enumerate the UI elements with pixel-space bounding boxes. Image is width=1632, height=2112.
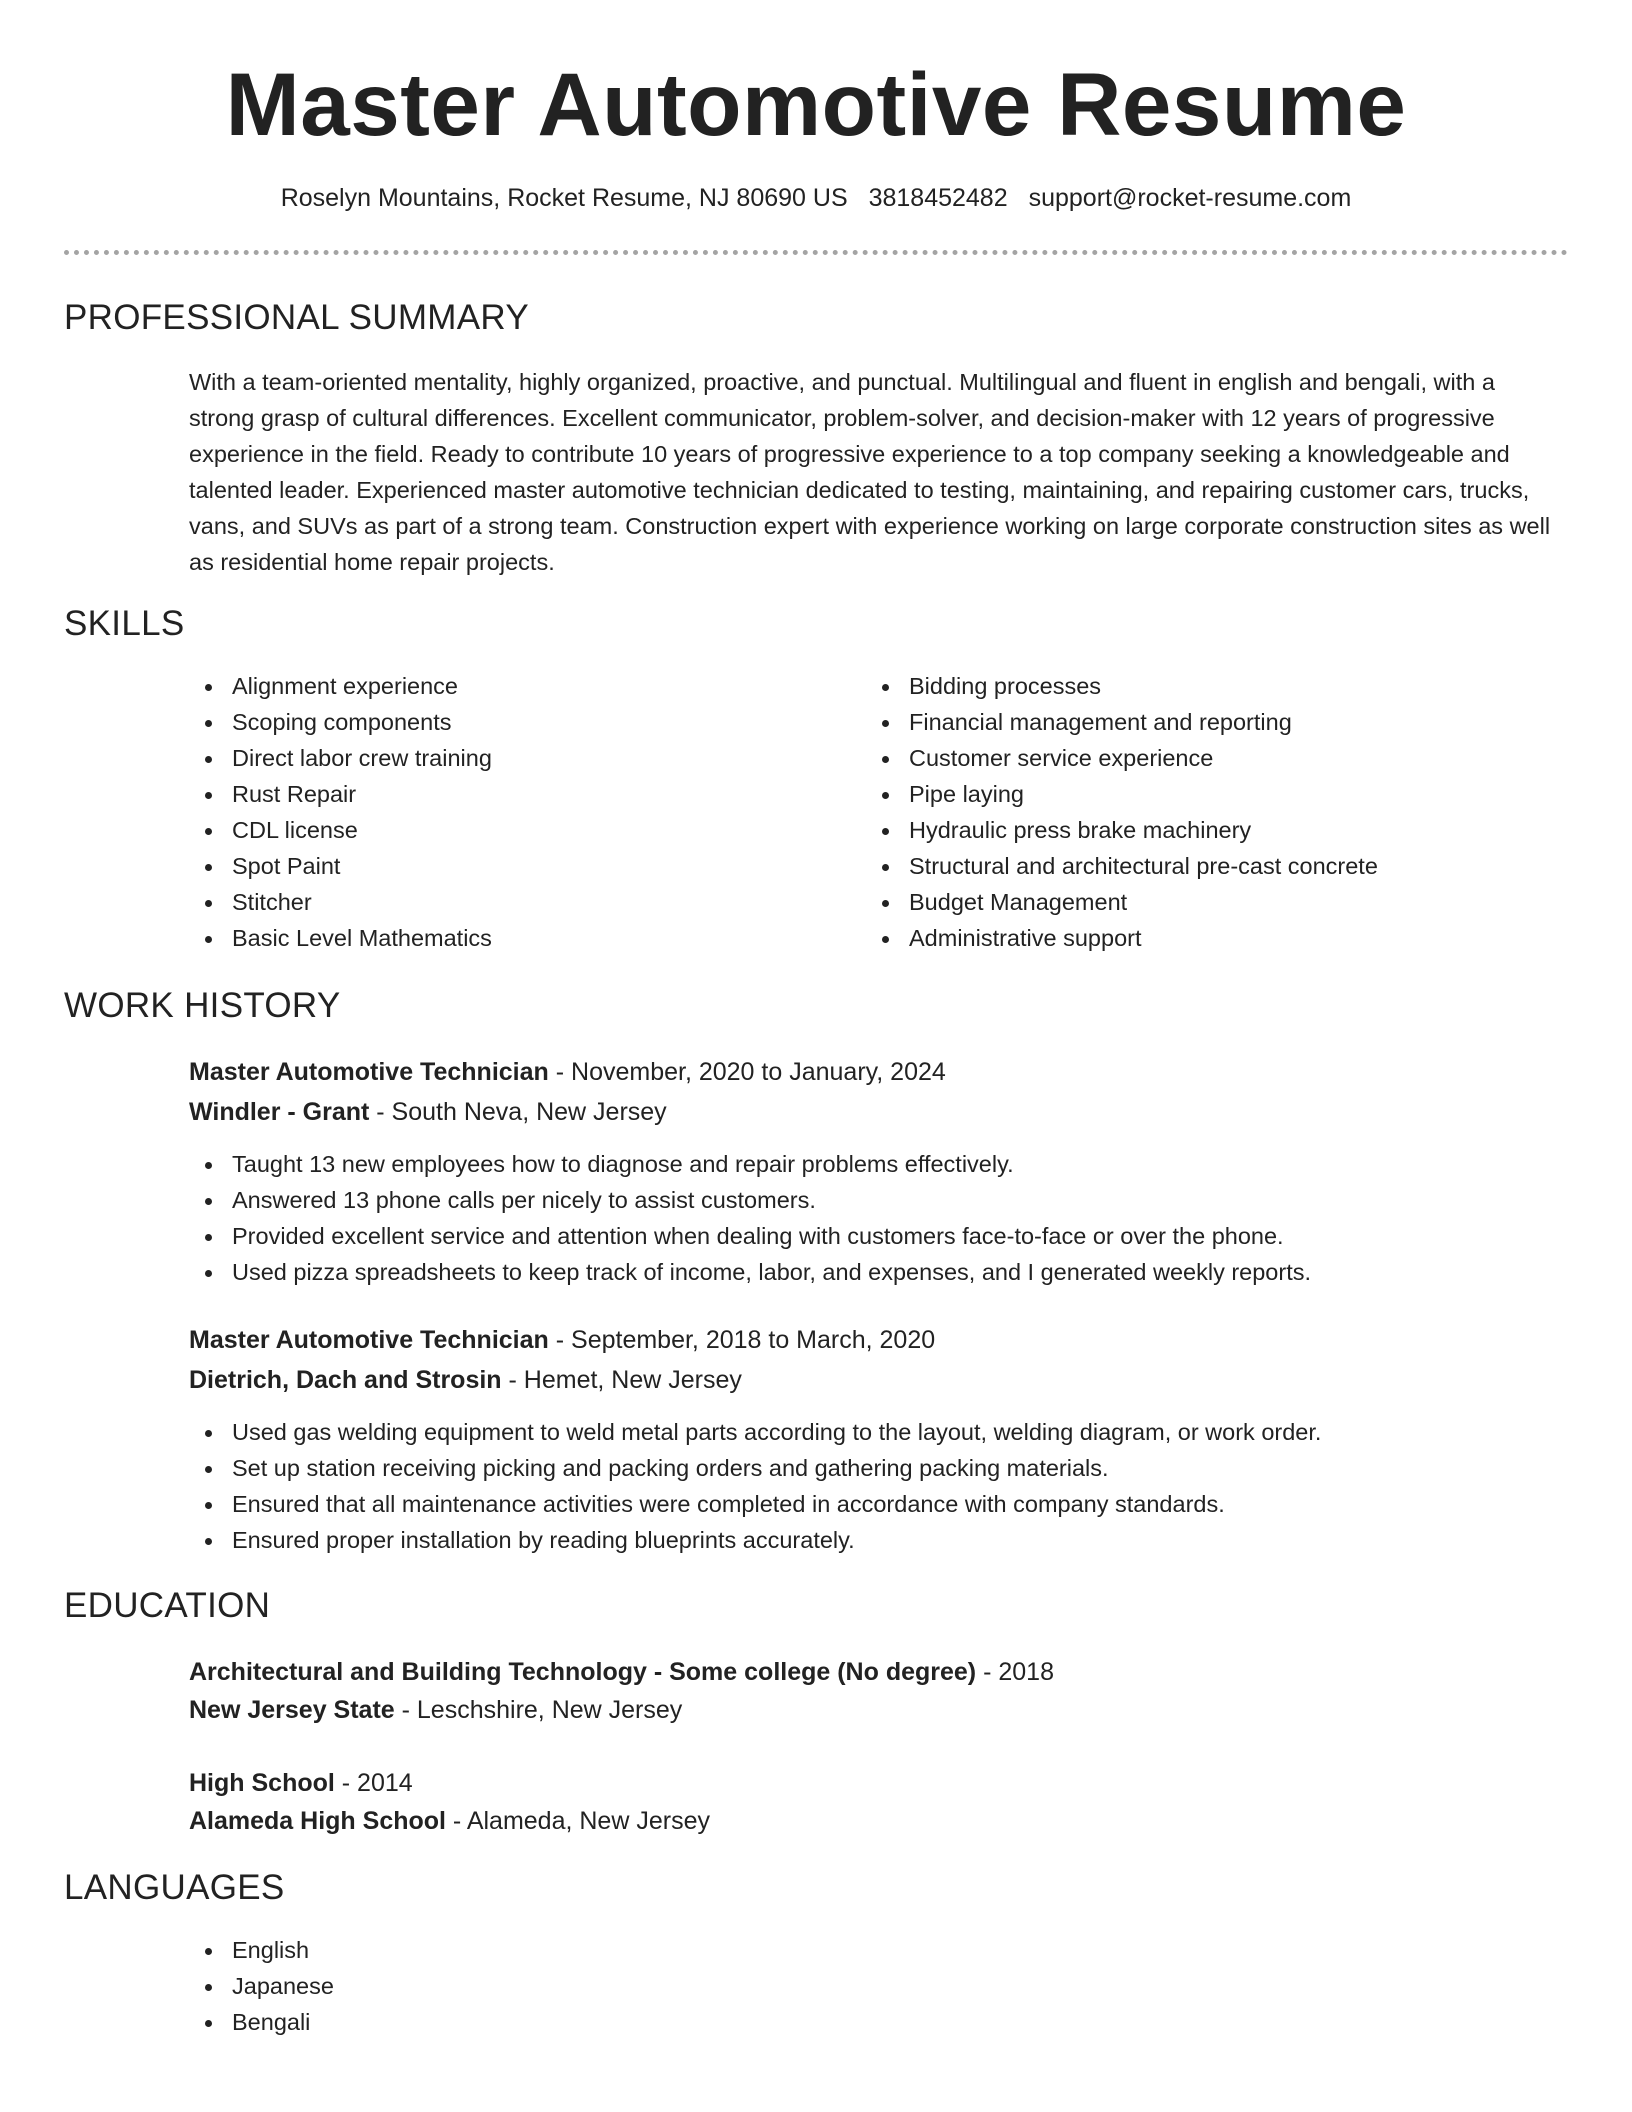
skill-item: Bidding processes [866,668,1378,704]
job-bullets [189,1146,1311,1290]
languages-list [189,1932,334,2040]
skill-item: Alignment experience [189,668,492,704]
education-year: - 2018 [976,1658,1054,1686]
job-bullet: Taught 13 new employees how to diagnose and repair problems effectively. [189,1146,1311,1182]
summary-text: With a team-oriented mentality, highly organized, proactive, and punctual. Multilingual and fluent in english and bengali, with a strong grasp of cultural differences. Excellent communicator, problem-solver, and decision-maker with 12 years of progressive experience in the field. Ready to contribute 10 years of progressive experience to a top company seeking a knowledgeable and talented leader. Experienced master automotive technician dedicated to testing, maintaining, and repairing customer cars, trucks, vans, and SUVs as part of a strong team. Construction expert with experience working on large corporate construction sites as well as residential home repair projects. [189,369,1551,575]
education-degree: High School [189,1769,335,1797]
bullet-icon [205,1984,212,1991]
education-school-line [189,1803,710,1839]
languages-heading: LANGUAGES [64,1868,285,1907]
skill-item: Spot Paint [189,848,492,884]
bullet-icon [205,756,212,763]
job-role: Master Automotive Technician [189,1326,549,1354]
job-company-line [189,1094,667,1130]
bullet-icon [205,1198,212,1205]
bullet-icon [882,828,889,835]
skills-list-right [866,668,1378,956]
bullet-icon [882,792,889,799]
education-location: - Leschshire, New Jersey [394,1696,683,1724]
job-role: Master Automotive Technician [189,1058,549,1086]
skill-item: Structural and architectural pre-cast concrete [866,848,1378,884]
skill-item: Rust Repair [189,776,492,812]
skill-item: Customer service experience [866,740,1378,776]
bullet-icon [205,864,212,871]
resume-title: Master Automotive Resume [225,54,1407,154]
language-item: Bengali [189,2004,334,2040]
job-company: Dietrich, Dach and Strosin [189,1366,502,1394]
work-heading: WORK HISTORY [64,986,341,1025]
bullet-icon [205,1502,212,1509]
bullet-icon [882,864,889,871]
job-bullet: Ensured that all maintenance activities were completed in accordance with company standards. [189,1486,1321,1522]
skill-item: Basic Level Mathematics [189,920,492,956]
bullet-icon [205,1948,212,1955]
education-heading: EDUCATION [64,1586,271,1625]
language-item: English [189,1932,334,1968]
skill-item: Financial management and reporting [866,704,1378,740]
skill-item: Pipe laying [866,776,1378,812]
skills-heading: SKILLS [64,604,185,643]
education-degree-line [189,1765,413,1801]
skill-item: CDL license [189,812,492,848]
bullet-icon [205,684,212,691]
address-text: Roselyn Mountains, Rocket Resume, NJ 80690 US [280,184,848,212]
bullet-icon [205,1270,212,1277]
bullet-icon [205,1162,212,1169]
job-location: - Hemet, New Jersey [501,1366,742,1394]
education-degree-line [189,1654,1054,1690]
job-company-line [189,1362,742,1398]
bullet-icon [205,936,212,943]
education-school: New Jersey State [189,1696,395,1724]
education-school-line [189,1692,682,1728]
skill-item: Scoping components [189,704,492,740]
job-bullet: Used gas welding equipment to weld metal parts according to the layout, welding diagram, or work order. [189,1414,1321,1450]
bullet-icon [882,684,889,691]
header-divider [64,250,1568,255]
job-bullet: Used pizza spreadsheets to keep track of income, labor, and expenses, and I generated weekly reports. [189,1254,1311,1290]
job-bullets [189,1414,1321,1558]
language-item: Japanese [189,1968,334,2004]
bullet-icon [882,720,889,727]
bullet-icon [205,1538,212,1545]
bullet-icon [205,792,212,799]
bullet-icon [205,900,212,907]
bullet-icon [205,2020,212,2027]
job-location: - South Neva, New Jersey [369,1098,667,1126]
job-bullet: Answered 13 phone calls per nicely to assist customers. [189,1182,1311,1218]
education-location: - Alameda, New Jersey [445,1807,710,1835]
job-bullet: Set up station receiving picking and packing orders and gathering packing materials. [189,1450,1321,1486]
skill-item: Stitcher [189,884,492,920]
skill-item: Hydraulic press brake machinery [866,812,1378,848]
bullet-icon [205,1430,212,1437]
bullet-icon [205,1466,212,1473]
job-dates: - November, 2020 to January, 2024 [548,1058,946,1086]
bullet-icon [205,828,212,835]
education-school: Alameda High School [189,1807,446,1835]
contact-line [0,180,1632,216]
skill-item: Direct labor crew training [189,740,492,776]
education-year: - 2014 [334,1769,413,1797]
job-bullet: Ensured proper installation by reading blueprints accurately. [189,1522,1321,1558]
job-title-line [189,1054,946,1090]
phone-text: 3818452482 [868,184,1008,212]
skills-list-left [189,668,492,956]
bullet-icon [882,900,889,907]
skill-item: Budget Management [866,884,1378,920]
bullet-icon [205,1234,212,1241]
job-bullet: Provided excellent service and attention when dealing with customers face-to-face or over the phone. [189,1218,1311,1254]
education-degree: Architectural and Building Technology - Some college (No degree) [189,1658,977,1686]
job-dates: - September, 2018 to March, 2020 [548,1326,936,1354]
job-title-line [189,1322,935,1358]
bullet-icon [882,936,889,943]
email-text: support@rocket-resume.com [1028,184,1352,212]
bullet-icon [205,720,212,727]
job-company: Windler - Grant [189,1098,370,1126]
skill-item: Administrative support [866,920,1378,956]
summary-heading: PROFESSIONAL SUMMARY [64,298,529,337]
bullet-icon [882,756,889,763]
